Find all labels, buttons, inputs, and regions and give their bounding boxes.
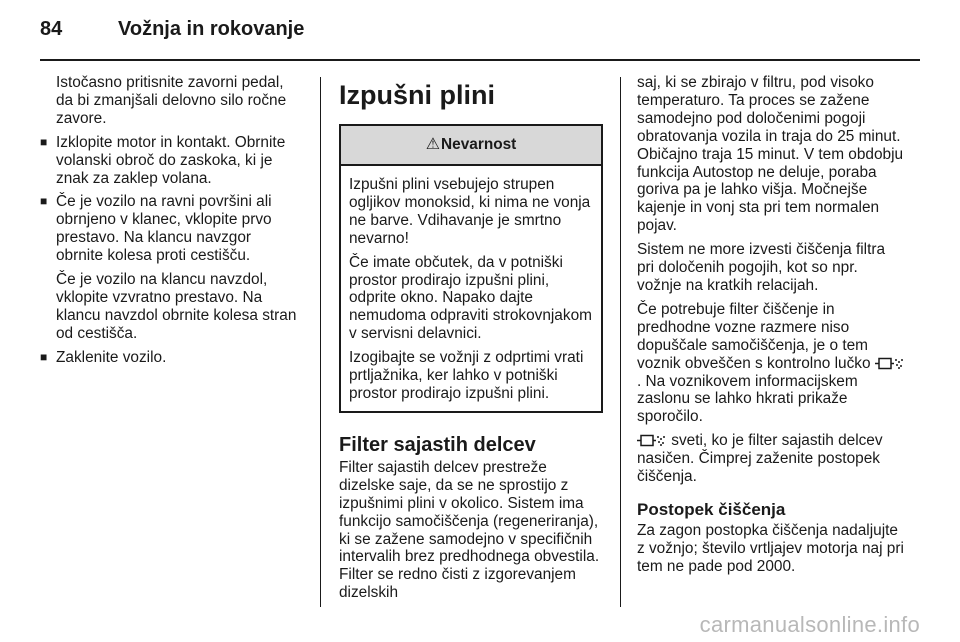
paragraph: Sistem ne more izvesti čiščenja filtra pri določenih pogojih, kot so npr. vožnje na kratkih relacijah. bbox=[637, 241, 886, 294]
page-number: 84 bbox=[40, 18, 63, 40]
paragraph: saj, ki se zbirajo v filtru, pod visoko temperaturo. Ta proces se zažene samodejno pod določenimi pogoji obratovanja vozila in traja do 25 minut. Običajno traja 15 minut. V tem obdobju funkcija Autostop ne deluje, poraba goriva pa je lahko višja. Močnejše kajenje in vonj sta pri tem normalen pojav. bbox=[637, 74, 904, 235]
danger-paragraph: Če imate občutek, da v potniški prostor prodirajo izpušni plini, odprite okno. Napako dajte nemudoma odpraviti strokovnjakom v servisni delavnici. bbox=[349, 253, 592, 343]
subsection-heading: Filter sajastih delcev bbox=[339, 433, 536, 456]
paragraph: Če potrebuje filter čiščenje in predhodne vozne razmere niso dopuščale samočiščenja, je o tem voznik obveščen s kontrolno lučko . Na voznikovem informacijskem zaslonu se lahko hkrati prikaže sporočilo. bbox=[637, 301, 905, 426]
danger-box bbox=[339, 124, 603, 413]
page-title: Vožnja in rokovanje bbox=[118, 18, 305, 40]
list-item: ■ Zaklenite vozilo. bbox=[40, 348, 167, 366]
sub-paragraph: Če je vozilo na klancu navzdol, vklopite vzvratno prestavo. Na klancu navzdol obrnite kolesa stran od cestišča. bbox=[56, 271, 297, 342]
danger-paragraph: Izpušni plini vsebujejo strupen ogljikov monoksid, ki nima ne vonja ne barve. Vdihavanje je smrtno nevarno! bbox=[349, 176, 591, 247]
watermark: carmanualsonline.info bbox=[699, 612, 920, 637]
danger-title: Nevarnost bbox=[441, 136, 517, 154]
bullet-icon: ■ bbox=[40, 194, 48, 209]
column-left bbox=[40, 74, 302, 373]
instruction-list-end bbox=[40, 349, 302, 367]
danger-box-header bbox=[341, 126, 601, 166]
particle-filter-icon bbox=[637, 434, 667, 447]
filter-paragraph: Filter sajastih delcev prestreže dizelske saje, da se ne sprostijo z izpušnimi plini v okolico. Sistem ima funkcijo samočiščenja (regeneriranja), ki se zažene samodejno v specifičnih intervalih brez predhodnega obvestila. Filter se redno čisti z izgorevanjem dizelskih bbox=[339, 458, 600, 602]
column-middle bbox=[339, 74, 603, 608]
danger-box-body bbox=[341, 166, 601, 411]
subsection-heading-cleaning: Postopek čiščenja bbox=[637, 499, 786, 519]
list-item: ■ Izklopite motor in kontakt. Obrnite volanski obroč do zaskoka, ki je znak za zaklep volana. bbox=[40, 133, 286, 187]
danger-paragraph: Izogibajte se vožnji z odprtimi vrati prtljažnika, ker lahko v potniški prostor prodirajo izpušni plini. bbox=[349, 349, 584, 402]
list-item: ■ Če je vozilo na ravni površini ali obrnjeno v klanec, vklopite prvo prestavo. Na klancu navzgor obrnite kolesa proti cestišču. bbox=[40, 193, 272, 265]
bullet-icon: ■ bbox=[40, 134, 48, 149]
section-heading: Izpušni plini bbox=[339, 80, 495, 110]
instruction-list bbox=[40, 134, 302, 265]
column-divider-right bbox=[620, 77, 621, 607]
warning-triangle-icon: ⚠ bbox=[425, 136, 441, 154]
column-divider-left bbox=[320, 77, 321, 607]
paragraph: Za zagon postopka čiščenja nadaljujte z vožnjo; število vrtljajev motorja naj pri tem ne pade pod 2000. bbox=[637, 521, 904, 575]
paragraph: sveti, ko je filter sajastih delcev nasičen. Čimprej zaženite postopek čiščenja. bbox=[637, 432, 883, 486]
particle-filter-icon bbox=[875, 357, 905, 370]
page-header bbox=[40, 18, 304, 48]
column-right bbox=[637, 74, 905, 582]
bullet-icon: ■ bbox=[40, 349, 48, 364]
intro-paragraph: Istočasno pritisnite zavorni pedal, da bi zmanjšali delovno silo ročne zavore. bbox=[56, 74, 287, 127]
header-rule bbox=[40, 59, 920, 61]
